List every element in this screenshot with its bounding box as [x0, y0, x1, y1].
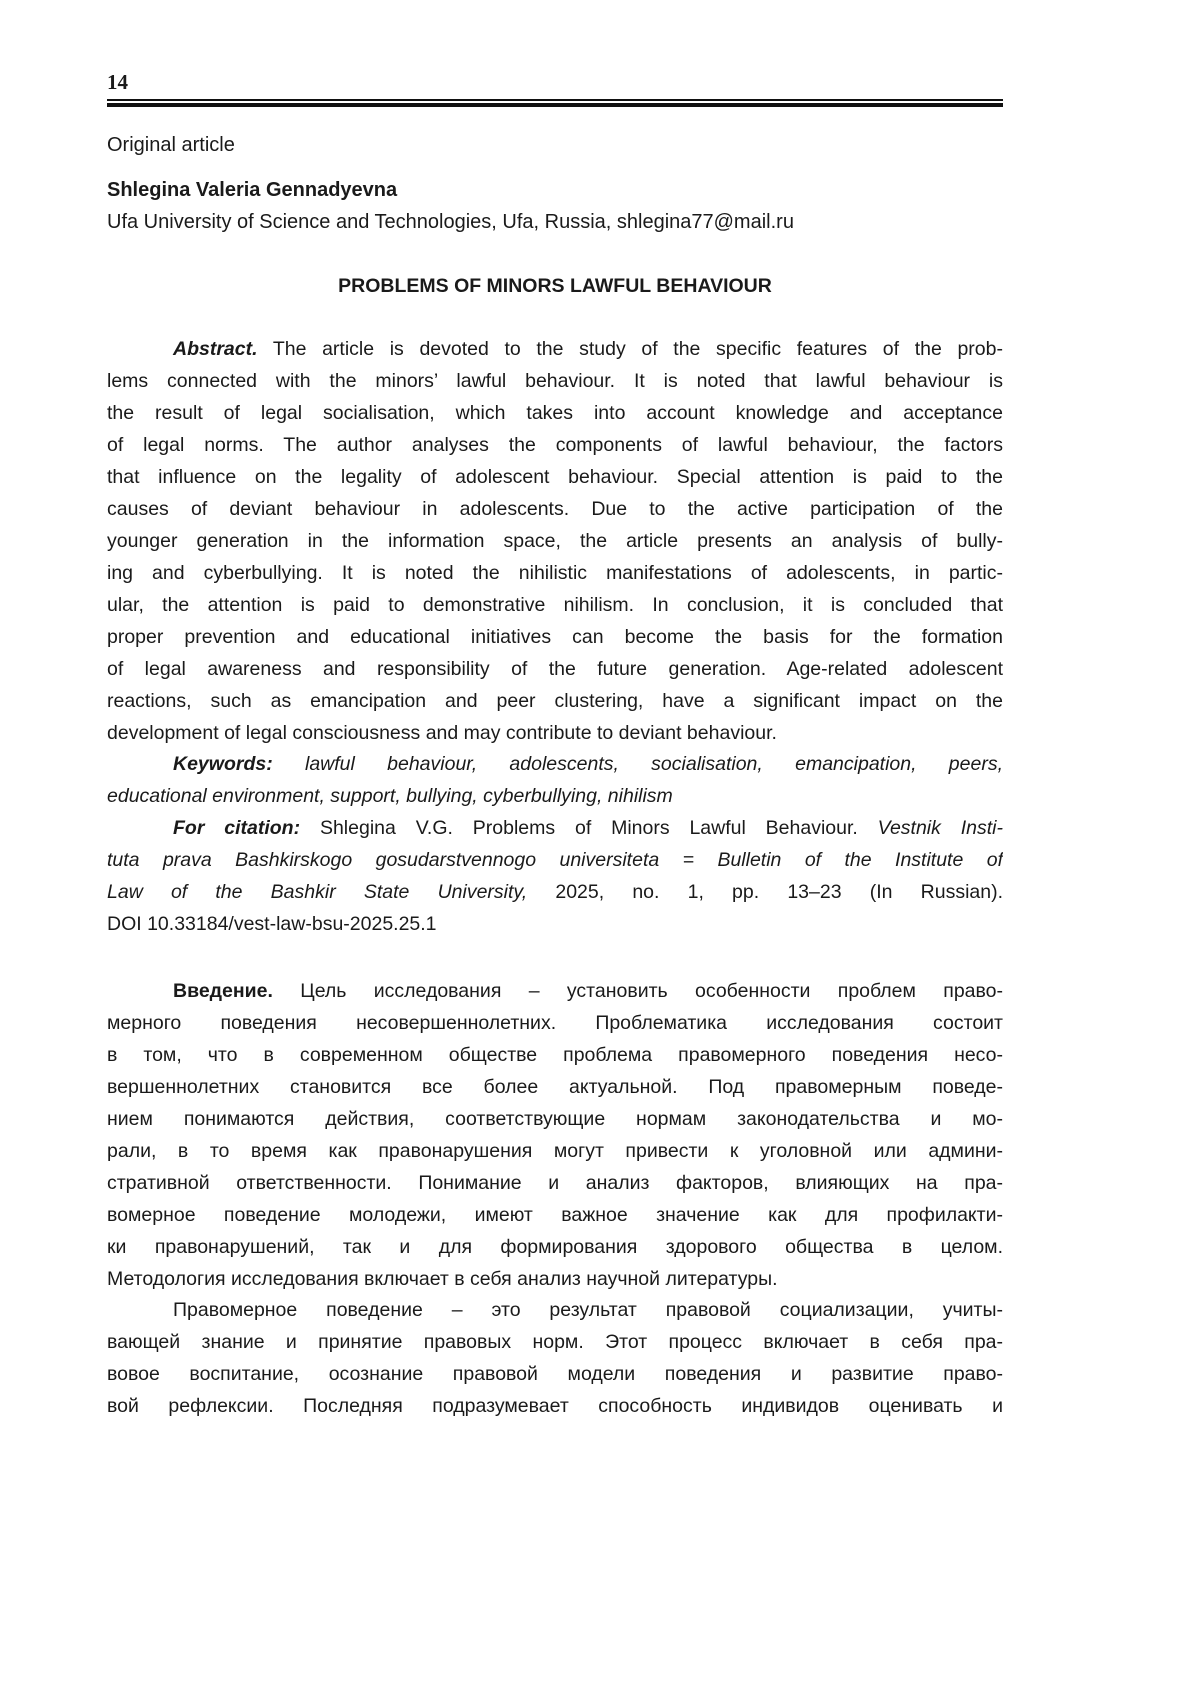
text-line: вершеннолетних становится все более актуальной. Под правомерным поведе- [107, 1076, 1003, 1098]
article-type: Original article [107, 134, 235, 156]
text-line: development of legal consciousness and may contribute to deviant behaviour. [107, 722, 777, 744]
text-line: of legal norms. The author analyses the components of lawful behaviour, the factors [107, 434, 1003, 456]
introduction-paragraph [107, 975, 1003, 1295]
emphasized-text: Keywords: [173, 753, 273, 775]
text-line [107, 812, 1003, 844]
text-line: causes of deviant behaviour in adolescents. Due to the active participation of the [107, 498, 1003, 520]
text-line: DOI 10.33184/vest-law-bsu-2025.25.1 [107, 913, 437, 935]
emphasized-text: Abstract. [173, 338, 258, 360]
body-paragraph [107, 1294, 1003, 1422]
emphasized-text: Введение. [173, 980, 273, 1002]
text-line: Методология исследования включает в себя анализ научной литературы. [107, 1268, 778, 1290]
text-line: reactions, such as emancipation and peer clustering, have a significant impact on the [107, 690, 1003, 712]
keywords [107, 748, 1003, 812]
emphasized-text: Law of the Bashkir State University, [107, 881, 528, 903]
page-number: 14 [107, 70, 128, 94]
text-line: вающей знание и принятие правовых норм. Этот процесс включает в себя пра- [107, 1331, 1003, 1353]
text-segment: Shlegina V.G. Problems of Minors Lawful Behaviour. [319, 817, 858, 839]
text-line: the result of legal socialisation, which takes into account knowledge and acceptance [107, 402, 1003, 424]
text-line: в том, что в современном обществе проблема правомерного поведения несо- [107, 1044, 1003, 1066]
text-line [107, 844, 1003, 876]
text-line: нием понимаются действия, соответствующие нормам законодательства и мо- [107, 1108, 1003, 1130]
text-line: ing and cyberbullying. It is noted the nihilistic manifestations of adolescents, in partic- [107, 562, 1003, 584]
text-line [107, 333, 1003, 365]
article-title: PROBLEMS OF MINORS LAWFUL BEHAVIOUR [338, 275, 772, 297]
text-line: вой рефлексии. Последняя подразумевает способность индивидов оценивать и [107, 1395, 1003, 1417]
text-line: вовое воспитание, осознание правовой модели поведения и развитие право- [107, 1363, 1003, 1385]
text-line [107, 780, 1003, 812]
author-name: Shlegina Valeria Gennadyevna [107, 179, 398, 201]
text-line: Правомерное поведение – это результат правовой социализации, учиты- [173, 1299, 1003, 1321]
text-line: стративной ответственности. Понимание и анализ факторов, влияющих на пра- [107, 1172, 1003, 1194]
text-line: ular, the attention is paid to demonstrative nihilism. In conclusion, it is concluded that [107, 594, 1003, 616]
text-line [107, 748, 1003, 780]
text-line: lems connected with the minors’ lawful behaviour. It is noted that lawful behaviour is [107, 370, 1003, 392]
text-line: рали, в то время как правонарушения могут привести к уголовной или админи- [107, 1140, 1003, 1162]
emphasized-text: lawful behaviour, adolescents, socialisation, emancipation, peers, [305, 753, 1003, 775]
text-line: proper prevention and educational initiatives can become the basis for the formation [107, 626, 1003, 648]
text-line: вомерное поведение молодежи, имеют важное значение как для профилакти- [107, 1204, 1003, 1226]
text-line: of legal awareness and responsibility of the future generation. Age-related adolescent [107, 658, 1003, 680]
text-line [107, 876, 1003, 908]
emphasized-text: tuta prava Bashkirskogo gosudarstvennogo universiteta = Bulletin of the Institute of [107, 849, 1003, 871]
emphasized-text: educational environment, support, bullying, cyberbullying, nihilism [107, 785, 673, 807]
emphasized-text: For citation: [173, 817, 301, 839]
text-segment: The article is devoted to the study of the specific features of the prob- [272, 338, 1003, 360]
text-segment: 2025, no. 1, pp. 13–23 (In Russian). [555, 881, 1003, 903]
emphasized-text: Vestnik Insti- [877, 817, 1003, 839]
header-rule-thin [107, 99, 1003, 101]
text-line: мерного поведения несовершеннолетних. Проблематика исследования состоит [107, 1012, 1003, 1034]
abstract [107, 333, 1003, 749]
text-line: younger generation in the information space, the article presents an analysis of bully- [107, 530, 1003, 552]
citation [107, 812, 1003, 940]
header-rule-thick [107, 103, 1003, 107]
author-affiliation: Ufa University of Science and Technologies, Ufa, Russia, shlegina77@mail.ru [107, 211, 794, 233]
text-line [107, 975, 1003, 1007]
text-segment: Цель исследования – установить особенности проблем право- [300, 980, 1003, 1002]
text-line: ки правонарушений, так и для формирования здорового общества в целом. [107, 1236, 1003, 1258]
text-line: that influence on the legality of adolescent behaviour. Special attention is paid to the [107, 466, 1003, 488]
